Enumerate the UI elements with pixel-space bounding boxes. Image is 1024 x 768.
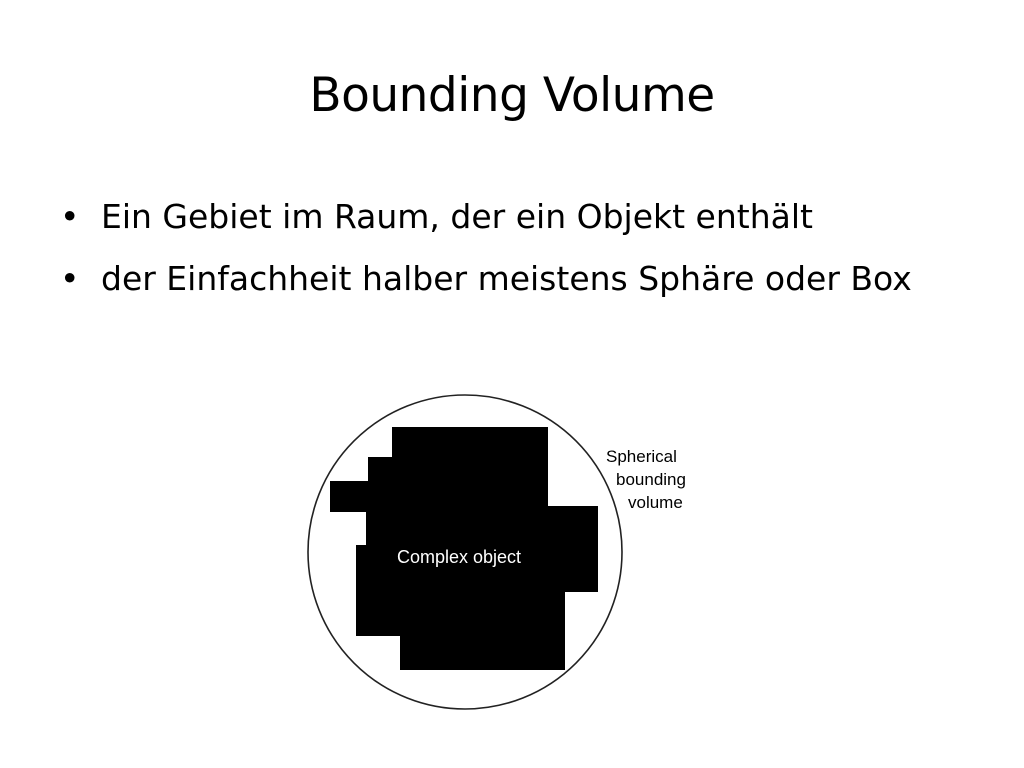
- bullet-list: [56, 190, 956, 313]
- bounding-volume-figure: [300, 385, 720, 720]
- sphere-label-line: Spherical: [606, 447, 677, 466]
- bullet-text: der Einfachheit halber meistens Sphäre oder Box: [101, 259, 912, 298]
- slide-title: Bounding Volume: [309, 68, 715, 123]
- bullet-marker: •: [60, 259, 80, 298]
- complex-object-label: Complex object: [397, 547, 522, 567]
- bullet-item: [56, 190, 956, 244]
- sphere-label-line: bounding: [616, 470, 686, 489]
- bullet-item: [56, 250, 956, 307]
- figure-svg: [300, 385, 720, 720]
- bullet-marker: •: [60, 197, 80, 236]
- sphere-label-line: volume: [628, 493, 683, 512]
- bullet-text: Ein Gebiet im Raum, der ein Objekt enthält: [101, 197, 813, 236]
